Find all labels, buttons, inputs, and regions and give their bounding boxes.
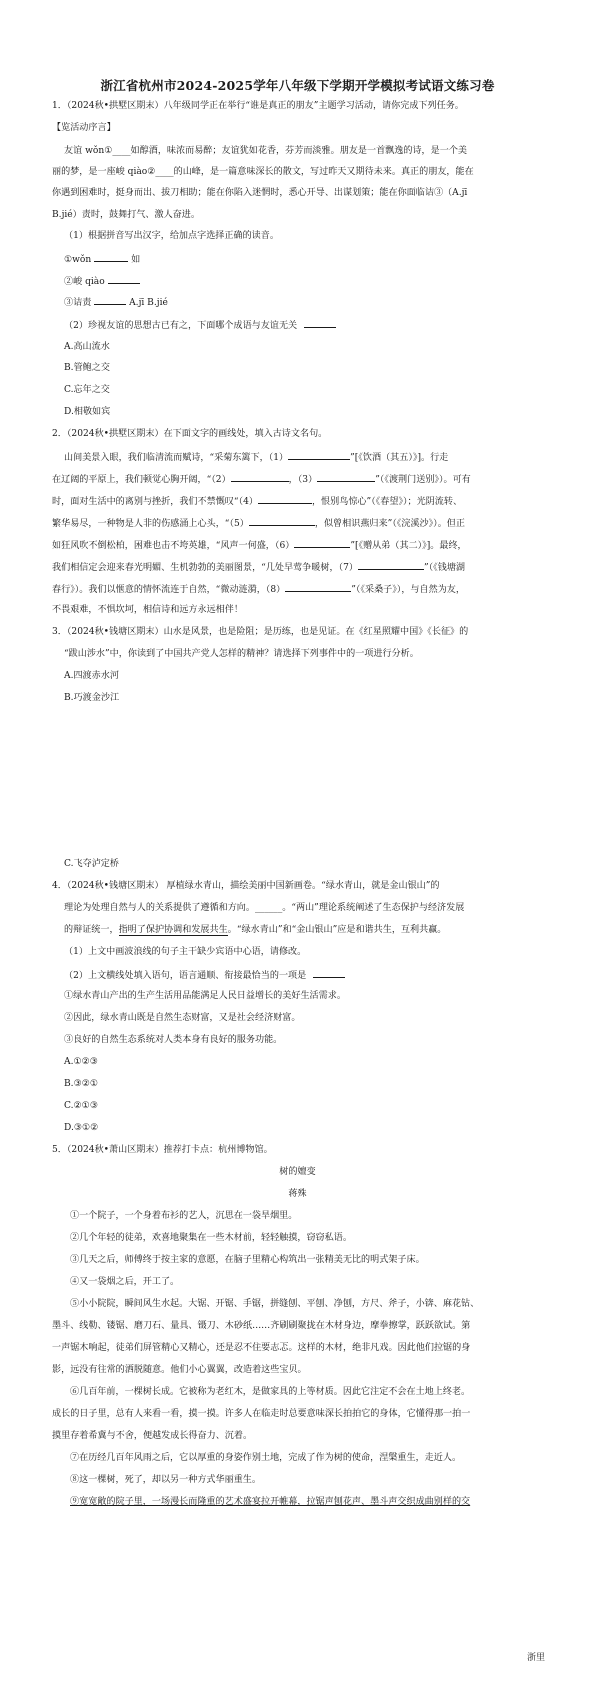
q1-answer-3-prompt: ③诘责 xyxy=(64,298,92,308)
q2-blank-6[interactable] xyxy=(294,538,350,548)
q4-sub-question-2-text: （2）上文横线处填入语句，语言通顺、衔接最恰当的一项是 xyxy=(64,971,307,981)
q1-option-b[interactable]: B.管鲍之交 xyxy=(64,363,110,373)
q5-stem: 5．（2024秋•萧山区期末）推荐打卡点：杭州博物馆。 xyxy=(52,1145,273,1155)
q2-line-3-b: ，（3） xyxy=(288,475,318,485)
q2-blank-5[interactable] xyxy=(249,516,315,526)
q2-line-2-a: 山间美景入眼，我们临清流而赋诗，“采菊东篱下，（1） xyxy=(64,453,289,463)
q2-line-6-a: 如狂风吹不倒松柏，困难也击不垮英雄，“风声一何盛，（6） xyxy=(52,541,295,551)
q4-sentence-3: ③良好的自然生态系统对人类本身有良好的服务功能。 xyxy=(64,1035,283,1045)
q2-line-5-b: ，似曾相识燕归来”（《浣溪沙》）。但正 xyxy=(314,519,465,529)
q5-article-title: 树的嬗变 xyxy=(279,1167,316,1177)
q1-option-d[interactable]: D.相敬如宾 xyxy=(64,407,111,417)
q2-line-5 xyxy=(52,516,465,530)
q4-sub-question-1: （1）上文中画波浪线的句子主干缺少宾语中心语，请修改。 xyxy=(64,947,307,957)
q5-article-author: 蒋殊 xyxy=(288,1189,307,1199)
q5-paragraph-1: ①一个院子，一个身着布衫的艺人，沉思在一袋旱烟里。 xyxy=(70,1211,298,1221)
q4-option-b[interactable]: B.③②① xyxy=(64,1079,99,1089)
q4-option-a[interactable]: A.①②③ xyxy=(64,1057,98,1067)
q1-section-tag: 【览活动序言】 xyxy=(52,123,116,133)
q3-option-c[interactable]: C.飞夺泸定桥 xyxy=(64,859,119,869)
q2-blank-4[interactable] xyxy=(258,494,312,504)
q2-blank-7[interactable] xyxy=(358,560,424,570)
q1-sub-question-2 xyxy=(64,318,336,332)
q4-sentence-2: ②因此，绿水青山既是自然生态财富，又是社会经济财富。 xyxy=(64,1013,301,1023)
q4-sentence-1: ①绿水青山产出的生产生活用品能满足人民日益增长的美好生活需求。 xyxy=(64,991,346,1001)
q5-paragraph-7: ⑦在历经几百年风雨之后，它以厚重的身姿作别土地，完成了作为树的使命，涅槃重生，走近人。 xyxy=(70,1453,462,1463)
q1-sub-question-2-text: （2）珍视友谊的思想古已有之，下面哪个成语与友谊无关 xyxy=(64,321,298,331)
page-title: 浙江省杭州市2024-2025学年八年级下学期开学模拟考试语文练习卷 xyxy=(100,78,495,93)
q5-paragraph-8: ⑧这一棵树，死了，却以另一种方式华丽重生。 xyxy=(70,1475,261,1485)
q2-line-5-a: 繁华易尽，一种物是人非的伤感涌上心头，“（5） xyxy=(52,519,249,529)
q1-answer-1-prompt: ①wǒn xyxy=(64,255,92,265)
q5-paragraph-9: ⑨宽宽敞的院子里，一场漫长而隆重的艺术盛宴拉开帷幕，拉锯声刨花声、墨斗声交织成曲别样的交 xyxy=(70,1497,471,1507)
q1-stem: 1．（2024秋•拱墅区期末）八年级同学正在举行“谁是真正的朋友”主题学习活动，请你完成下列任务。 xyxy=(52,101,464,111)
q1-answer-1-blank[interactable] xyxy=(94,252,128,262)
q4-line-3-a: 的辩证统一， xyxy=(64,925,119,935)
q2-line-3-c: ”（《渡荆门送别》）。可有 xyxy=(375,475,471,485)
q2-blank-8[interactable] xyxy=(285,582,351,592)
q1-passage-line-1: 友谊 wǒn①____如醇酒，味浓而易醉；友谊犹如花香，芬芳而淡雅。朋友是一首飘逸的诗，是一个美 xyxy=(64,146,468,156)
q2-line-6-b: ”[《赠从弟（其二）》]。最终， xyxy=(350,541,467,551)
q5-paragraph-2: ②几个年轻的徒弟，欢喜地聚集在一些木材前，轻轻触摸，窃窃私语。 xyxy=(70,1233,352,1243)
q3-stem-line-1: 3．（2024秋•钱塘区期末）山水是风景，也是险阻；是历练，也是见证。在《红星照耀中国》《长征》的 xyxy=(52,627,469,637)
q5-paragraph-5-line-1: ⑤小小院院，瞬间风生水起。大锯、开锯、手锯，拼缝刨、平刨、净刨，方尺、斧子，小锛、麻花钻、 xyxy=(70,1299,480,1309)
q2-line-3-a: 在辽阔的平原上，我们顿觉心胸开阔，“（2） xyxy=(52,475,231,485)
q2-line-8 xyxy=(52,582,465,596)
q1-answer-3-blank[interactable] xyxy=(94,295,126,305)
q5-paragraph-3: ③几天之后，师傅终于按主家的意愿，在脑子里精心构筑出一张精美无比的明式架子床。 xyxy=(70,1255,425,1265)
q2-line-6 xyxy=(52,538,467,552)
q2-line-2-b: ”[《饮酒（其五）》]。行走 xyxy=(350,453,449,463)
q5-paragraph-6-line-2: 成长的日子里，总有人来看一看，摸一摸。许多人在临走时总要意味深长拍拍它的身体，它懂得那一拍一 xyxy=(52,1409,471,1419)
q5-paragraph-6-line-3: 摸里存着希冀与不舍，便越发成长得奋力、沉着。 xyxy=(52,1431,253,1441)
q1-answer-3-options: A.jī B.jié xyxy=(129,298,168,308)
q1-answer-line-1 xyxy=(64,252,140,266)
q2-line-9: 不畏艰难，不惧坎坷，相信诗和远方永远相伴！ xyxy=(52,605,243,615)
q2-line-8-b: ”（《采桑子》），与自然为友， xyxy=(351,585,465,595)
q1-sub-question-1: （1）根据拼音写出汉字，给加点字选择正确的读音。 xyxy=(64,231,279,241)
q4-stem-line-2: 理论为处理自然与人的关系提供了遵循和方向。______。“两山”理论系统阐述了生态保护与经济发展 xyxy=(64,903,465,913)
q4-line-3-b: 。“绿水青山”和“金山银山”应是和谐共生，互利共赢。 xyxy=(227,925,447,935)
q1-passage-line-3: 你遇到困难时，挺身而出、拔刀相助；能在你陷入迷惘时，悉心开导、出谋划策；能在你面临诘③（A.jī xyxy=(52,188,468,198)
q2-blank-3[interactable] xyxy=(317,472,375,482)
page-footer-label: 浙里 xyxy=(526,1653,545,1663)
q2-line-7 xyxy=(52,560,465,574)
q5-paragraph-5-line-3: 一声锯木响起，徒弟们屏管精心又精心，还是忍不住要志忑。这样的木材，绝非凡戏。因此他们拉锯的身 xyxy=(52,1343,471,1353)
q2-line-4-a: 时，面对生活中的离别与挫折，我们不禁慨叹“（4） xyxy=(52,497,258,507)
q1-answer-line-2 xyxy=(64,274,140,288)
q3-option-a[interactable]: A.四渡赤水河 xyxy=(64,671,119,681)
q2-line-2 xyxy=(64,450,448,464)
q5-paragraph-6-line-1: ⑥几百年前，一棵树长成。它被称为老红木，是做家具的上等材质。因此它注定不会在土地上终老。 xyxy=(70,1387,471,1397)
q2-line-7-b: ”（《钱塘湖 xyxy=(423,563,466,573)
q4-wavy-underlined-sentence: 指明了保护协调和发展共生 xyxy=(118,925,228,935)
q4-option-d[interactable]: D.③①② xyxy=(64,1123,99,1133)
q2-line-3 xyxy=(52,472,471,486)
q4-stem-line-1: 4．（2024秋•钱塘区期末） 厚植绿水青山，描绘美丽中国新画卷。“绿水青山，就是金山银山”的 xyxy=(52,881,440,891)
q2-stem: 2．（2024秋•拱墅区期末）在下面文字的画线处，填入古诗文名句。 xyxy=(52,429,328,439)
q5-paragraph-5-line-2: 墨斗、线勒、镂锯、磨刀石、量具、镊刀、木砂纸……齐刷刷聚拢在木材身边，摩拳擦掌，跃跃欲试。第 xyxy=(52,1321,471,1331)
q2-line-4 xyxy=(52,494,462,508)
q1-sub-2-blank[interactable] xyxy=(304,318,336,328)
q2-line-4-b: ，恨别鸟惊心”（《春望》）；光阴流转、 xyxy=(311,497,463,507)
q1-answer-1-suffix: 如 xyxy=(131,255,141,265)
q4-sub-question-2 xyxy=(64,968,345,982)
q1-passage-line-2: 丽的梦，是一座峻 qiào②____的山峰，是一篇意味深长的散文，写过昨天又期待未来。真正的朋友，能在 xyxy=(52,167,474,177)
q1-answer-2-prompt: ②峻 qiào xyxy=(64,277,105,287)
q4-stem-line-3 xyxy=(64,924,446,936)
q4-option-c[interactable]: C.②①③ xyxy=(64,1101,98,1111)
q1-answer-line-3 xyxy=(64,295,168,309)
q2-line-7-a: 我们相信定会迎来春光明媚、生机勃勃的美丽图景，“几处早莺争暖树，（7） xyxy=(52,563,358,573)
q2-blank-1[interactable] xyxy=(288,450,350,460)
q1-passage-line-4: B.jié）责时，鼓舞打气、激人奋进。 xyxy=(52,210,200,220)
q1-option-a[interactable]: A.高山流水 xyxy=(64,342,110,352)
q4-sub-2-blank[interactable] xyxy=(313,968,345,978)
q3-option-b[interactable]: B.巧渡金沙江 xyxy=(64,693,120,703)
q2-line-8-a: 春行》）。我们以惬意的情怀流连于自然，“微动涟漪，（8） xyxy=(52,585,286,595)
q2-blank-2[interactable] xyxy=(231,472,289,482)
q1-answer-2-blank[interactable] xyxy=(108,274,140,284)
q5-paragraph-5-line-4: 影，远没有往常的洒脱随意。他们小心翼翼，改造着这些宝贝。 xyxy=(52,1365,307,1375)
q5-paragraph-4: ④又一袋烟之后，开工了。 xyxy=(70,1277,180,1287)
q3-stem-line-2: “跋山涉水”中，你读到了中国共产党人怎样的精神？请选择下列事件中的一项进行分析。 xyxy=(64,649,419,659)
q1-option-c[interactable]: C.忘年之交 xyxy=(64,385,110,395)
